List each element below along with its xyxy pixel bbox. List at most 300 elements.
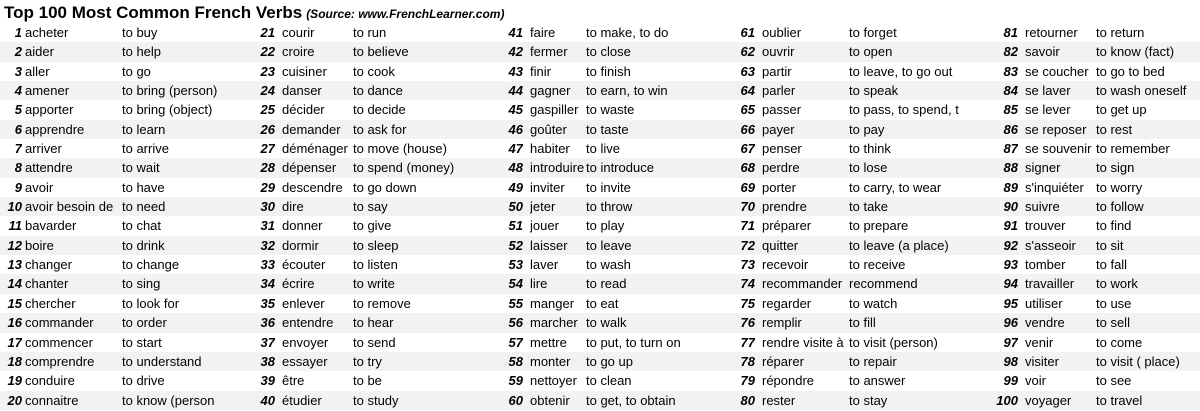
verb-french: visiter <box>1025 353 1059 369</box>
verb-french: enlever <box>282 295 325 311</box>
table-row <box>0 158 1200 177</box>
verb-french: commencer <box>25 334 93 350</box>
verb-english: to be <box>353 373 382 389</box>
verb-number: 60 <box>508 392 523 408</box>
table-row <box>0 333 1200 352</box>
verb-english: to walk <box>586 315 627 331</box>
verb-french: décider <box>282 102 325 118</box>
verb-number: 10 <box>7 199 22 215</box>
verb-number: 75 <box>740 295 755 311</box>
verb-french: obtenir <box>530 392 570 408</box>
verb-number: 71 <box>740 218 755 234</box>
verb-number: 58 <box>508 353 523 369</box>
verb-number: 27 <box>260 141 275 157</box>
verb-english: to play <box>586 218 625 234</box>
verb-number: 87 <box>1003 141 1018 157</box>
verb-table <box>0 23 1200 410</box>
verb-english: to work <box>1096 276 1138 292</box>
verb-french: aider <box>25 44 54 60</box>
verb-number: 72 <box>740 237 755 253</box>
verb-english: to visit (person) <box>849 334 938 350</box>
verb-number: 50 <box>508 199 523 215</box>
verb-number: 91 <box>1003 218 1018 234</box>
verb-number: 6 <box>14 121 22 137</box>
verb-number: 30 <box>260 199 275 215</box>
verb-french: avoir besoin de <box>25 199 114 215</box>
verb-french: conduire <box>25 373 75 389</box>
verb-english: to finish <box>586 63 631 79</box>
verb-number: 81 <box>1003 25 1018 40</box>
verb-english: to read <box>586 276 627 292</box>
verb-french: rendre visite à <box>762 334 844 350</box>
verb-number: 7 <box>14 141 22 157</box>
table-row <box>0 352 1200 371</box>
verb-french: demander <box>282 121 341 137</box>
verb-number: 36 <box>260 315 275 331</box>
verb-number: 19 <box>7 373 22 389</box>
verb-french: gagner <box>530 83 571 99</box>
verb-number: 97 <box>1003 334 1018 350</box>
verb-number: 53 <box>508 257 523 273</box>
verb-number: 66 <box>740 121 755 137</box>
verb-number: 17 <box>7 334 22 350</box>
verb-french: descendre <box>282 179 343 195</box>
verb-english: to listen <box>353 257 398 273</box>
verb-number: 69 <box>740 179 755 195</box>
verb-number: 49 <box>508 179 523 195</box>
verb-number: 90 <box>1003 199 1018 215</box>
table-row <box>0 42 1200 61</box>
verb-english: to look for <box>122 295 180 311</box>
verb-number: 20 <box>7 392 22 408</box>
verb-english: to repair <box>849 353 897 369</box>
verb-french: chercher <box>25 295 76 311</box>
verb-english: to go <box>122 63 151 79</box>
verb-french: regarder <box>762 295 812 311</box>
verb-number: 83 <box>1003 63 1018 79</box>
verb-french: quitter <box>762 237 799 253</box>
verb-english: to sit <box>1096 237 1124 253</box>
verb-french: faire <box>530 25 556 40</box>
verb-number: 23 <box>260 63 275 79</box>
verb-french: lire <box>530 276 548 292</box>
verb-french: retourner <box>1025 25 1078 40</box>
verb-french: recommander <box>762 276 843 292</box>
verb-number: 18 <box>7 353 22 369</box>
verb-french: introduire <box>530 160 585 176</box>
verb-french: signer <box>1025 160 1061 176</box>
verb-english: to get up <box>1096 102 1147 118</box>
verb-english: to think <box>849 141 891 157</box>
table-row <box>0 236 1200 255</box>
verb-french: rester <box>762 392 796 408</box>
verb-english: to come <box>1096 334 1143 350</box>
verb-english: to answer <box>849 373 906 389</box>
verb-number: 95 <box>1003 295 1018 311</box>
verb-french: se laver <box>1025 83 1071 99</box>
verb-number: 31 <box>260 218 275 234</box>
verb-french: passer <box>762 102 802 118</box>
verb-english: to taste <box>586 121 629 137</box>
verb-french: comprendre <box>25 353 95 369</box>
verb-french: s'inquiéter <box>1025 179 1084 195</box>
verb-number: 21 <box>260 25 275 40</box>
verb-number: 68 <box>740 160 755 176</box>
verb-number: 44 <box>508 83 523 99</box>
verb-english: to earn, to win <box>586 83 668 99</box>
verb-number: 88 <box>1003 160 1018 176</box>
verb-number: 55 <box>508 295 523 311</box>
source-note: (Source: www.FrenchLearner.com) <box>306 7 505 21</box>
table-row <box>0 216 1200 235</box>
verb-number: 70 <box>740 199 755 215</box>
verb-number: 73 <box>740 257 755 273</box>
verb-english: to take <box>849 199 889 215</box>
verb-french: être <box>282 373 305 389</box>
verb-french: s'asseoir <box>1025 237 1076 253</box>
verb-french: gaspiller <box>530 102 579 118</box>
verb-french: utiliser <box>1025 295 1063 311</box>
table-row <box>0 100 1200 119</box>
verb-english: to order <box>122 315 167 331</box>
verb-french: croire <box>282 44 315 60</box>
verb-number: 24 <box>260 83 275 99</box>
verb-english: to write <box>353 276 395 292</box>
verb-number: 57 <box>508 334 523 350</box>
verb-number: 62 <box>740 44 755 60</box>
verb-french: apprendre <box>25 121 85 137</box>
verb-english: to throw <box>586 199 633 215</box>
verb-english: to change <box>122 257 180 273</box>
verb-english: to leave (a place) <box>849 237 949 253</box>
verb-number: 99 <box>1003 373 1018 389</box>
verb-number: 38 <box>260 353 275 369</box>
verb-french: amener <box>25 83 70 99</box>
verb-french: manger <box>530 295 575 311</box>
verb-french: courir <box>282 25 315 40</box>
verb-french: laisser <box>530 237 568 253</box>
verb-english: to dance <box>353 83 403 99</box>
verb-french: cuisiner <box>282 63 327 79</box>
verb-number: 59 <box>508 373 523 389</box>
verb-english: to buy <box>122 25 158 40</box>
verb-english: to invite <box>586 179 631 195</box>
verb-english: to learn <box>122 121 166 137</box>
verb-number: 100 <box>996 392 1018 408</box>
verb-english: to rest <box>1096 121 1133 137</box>
verb-french: mettre <box>530 334 567 350</box>
verb-number: 86 <box>1003 121 1018 137</box>
verb-number: 35 <box>260 295 275 311</box>
verb-number: 76 <box>740 315 755 331</box>
verb-french: commander <box>25 315 94 331</box>
verb-number: 14 <box>7 276 22 292</box>
verb-french: remplir <box>762 315 802 331</box>
verb-number: 12 <box>7 237 22 253</box>
verb-english: to remove <box>353 295 411 311</box>
verb-french: se coucher <box>1025 63 1089 79</box>
verb-english: to start <box>122 334 162 350</box>
verb-number: 98 <box>1003 353 1018 369</box>
verb-english: to run <box>353 25 387 40</box>
verb-english: to go down <box>353 179 417 195</box>
verb-french: payer <box>762 121 795 137</box>
verb-english: to visit ( place) <box>1096 353 1180 369</box>
verb-french: partir <box>762 63 792 79</box>
verb-french: inviter <box>530 179 565 195</box>
table-row <box>0 197 1200 216</box>
verb-french: jouer <box>530 218 559 234</box>
verb-english: to close <box>586 44 631 60</box>
verb-french: bavarder <box>25 218 77 234</box>
verb-french: réparer <box>762 353 804 369</box>
verb-french: avoir <box>25 179 54 195</box>
verb-french: vendre <box>1025 315 1065 331</box>
verb-english: to bring (object) <box>122 102 213 118</box>
verb-number: 42 <box>508 44 523 60</box>
verb-number: 34 <box>260 276 275 292</box>
table-row <box>0 313 1200 332</box>
verb-english: to use <box>1096 295 1132 311</box>
verb-english: to drive <box>122 373 165 389</box>
verb-number: 84 <box>1003 83 1018 99</box>
verb-english: to receive <box>849 257 906 273</box>
verb-french: répondre <box>762 373 815 389</box>
verb-english: to pass, to spend, t <box>849 102 959 118</box>
verb-english: to worry <box>1096 179 1143 195</box>
page-title: Top 100 Most Common French Verbs <box>4 3 303 22</box>
verb-english: to prepare <box>849 218 909 234</box>
verb-french: dire <box>282 199 304 215</box>
verb-english: to lose <box>849 160 888 176</box>
verb-number: 61 <box>740 25 755 40</box>
table-row <box>0 178 1200 197</box>
verb-french: danser <box>282 83 322 99</box>
verb-french: habiter <box>530 141 570 157</box>
verb-number: 45 <box>508 102 523 118</box>
verb-number: 29 <box>260 179 275 195</box>
verb-english: to believe <box>353 44 409 60</box>
verb-english: to decide <box>353 102 406 118</box>
verb-french: se souvenir <box>1025 141 1092 157</box>
verb-english: to bring (person) <box>122 83 218 99</box>
verb-number: 16 <box>7 315 22 331</box>
verb-french: essayer <box>282 353 328 369</box>
verb-french: voir <box>1025 373 1046 389</box>
verb-number: 65 <box>740 102 755 118</box>
verb-number: 37 <box>260 334 275 350</box>
verb-english: to know (fact) <box>1096 44 1175 60</box>
verb-english: to spend (money) <box>353 160 455 176</box>
verb-english: to forget <box>849 25 897 40</box>
verb-english: to sleep <box>353 237 399 253</box>
verb-french: tomber <box>1025 257 1066 273</box>
verb-french: penser <box>762 141 802 157</box>
verb-french: savoir <box>1025 44 1060 60</box>
verb-french: envoyer <box>282 334 329 350</box>
verb-number: 1 <box>14 25 22 40</box>
verb-french: arriver <box>25 141 62 157</box>
verb-english: to wait <box>122 160 160 176</box>
verb-number: 89 <box>1003 179 1018 195</box>
verb-english: to drink <box>122 237 165 253</box>
verb-number: 93 <box>1003 257 1018 273</box>
verb-english: to hear <box>353 315 394 331</box>
verb-number: 33 <box>260 257 275 273</box>
verb-french: écrire <box>282 276 315 292</box>
verb-number: 25 <box>260 102 275 118</box>
verb-french: monter <box>530 353 571 369</box>
verb-number: 82 <box>1003 44 1018 60</box>
verb-english: to help <box>122 44 162 60</box>
verb-english: to chat <box>122 218 162 234</box>
verb-english: to try <box>353 353 382 369</box>
verb-french: dépenser <box>282 160 337 176</box>
verb-english: to understand <box>122 353 202 369</box>
verb-english: to give <box>353 218 392 234</box>
verb-number: 26 <box>260 121 275 137</box>
verb-french: venir <box>1025 334 1054 350</box>
verb-number: 56 <box>508 315 523 331</box>
table-row <box>0 139 1200 158</box>
verb-french: écouter <box>282 257 326 273</box>
verb-english: to sell <box>1096 315 1130 331</box>
verb-english: to wash <box>586 257 631 273</box>
verb-french: porter <box>762 179 796 195</box>
verb-french: acheter <box>25 25 69 40</box>
verb-number: 9 <box>14 179 22 195</box>
verb-number: 3 <box>14 63 22 79</box>
verb-number: 8 <box>14 160 22 176</box>
verb-english: to go to bed <box>1096 63 1165 79</box>
table-row <box>0 391 1200 410</box>
verb-number: 54 <box>508 276 523 292</box>
verb-number: 64 <box>740 83 755 99</box>
table-row <box>0 274 1200 293</box>
verb-french: donner <box>282 218 323 234</box>
verb-number: 22 <box>260 44 275 60</box>
verb-french: goûter <box>530 121 567 137</box>
verb-french: prendre <box>762 199 807 215</box>
verb-number: 85 <box>1003 102 1018 118</box>
verb-english: to eat <box>586 295 619 311</box>
verb-english: to return <box>1096 25 1145 40</box>
table-row <box>0 23 1200 42</box>
verb-french: étudier <box>282 392 322 408</box>
verb-number: 41 <box>508 25 523 40</box>
verb-english: to open <box>849 44 893 60</box>
verb-english: to go up <box>586 353 633 369</box>
verb-number: 92 <box>1003 237 1018 253</box>
verb-french: jeter <box>530 199 556 215</box>
verb-english: to sign <box>1096 160 1135 176</box>
verb-number: 40 <box>260 392 275 408</box>
verb-english: to live <box>586 141 620 157</box>
verb-english: to fall <box>1096 257 1128 273</box>
verb-english: to sing <box>122 276 161 292</box>
verb-french: aller <box>25 63 50 79</box>
verb-english: to need <box>122 199 166 215</box>
verb-french: préparer <box>762 218 812 234</box>
verb-english: to make, to do <box>586 25 669 40</box>
verb-number: 51 <box>508 218 523 234</box>
verb-french: parler <box>762 83 796 99</box>
verb-french: laver <box>530 257 559 273</box>
verb-french: recevoir <box>762 257 809 273</box>
verb-english: to leave, to go out <box>849 63 953 79</box>
verb-french: voyager <box>1025 392 1072 408</box>
verb-number: 78 <box>740 353 755 369</box>
verb-english: to send <box>353 334 396 350</box>
verb-french: travailler <box>1025 276 1075 292</box>
verb-english: to waste <box>586 102 635 118</box>
page-header <box>4 1 504 25</box>
verb-number: 74 <box>740 276 755 292</box>
verb-english: to ask for <box>353 121 407 137</box>
verb-number: 32 <box>260 237 275 253</box>
verb-number: 39 <box>260 373 275 389</box>
verb-number: 15 <box>7 295 22 311</box>
verb-english: to stay <box>849 392 888 408</box>
verb-french: perdre <box>762 160 800 176</box>
verb-french: attendre <box>25 160 73 176</box>
verb-french: connaitre <box>25 392 79 408</box>
verb-french: se reposer <box>1025 121 1087 137</box>
verb-english: to have <box>122 179 165 195</box>
table-row <box>0 120 1200 139</box>
verb-number: 2 <box>14 44 22 60</box>
verb-french: nettoyer <box>530 373 577 389</box>
verb-number: 79 <box>740 373 755 389</box>
verb-english: to know (person <box>122 392 215 408</box>
verb-french: finir <box>530 63 551 79</box>
verb-number: 46 <box>508 121 523 137</box>
verb-french: entendre <box>282 315 334 331</box>
verb-english: to remember <box>1096 141 1170 157</box>
verb-english: to move (house) <box>353 141 447 157</box>
verb-french: boire <box>25 237 54 253</box>
verb-french: fermer <box>530 44 568 60</box>
verb-english: to introduce <box>586 160 654 176</box>
verb-number: 77 <box>740 334 755 350</box>
verb-number: 4 <box>14 83 22 99</box>
verb-english: to cook <box>353 63 395 79</box>
verb-english: to find <box>1096 218 1132 234</box>
verb-english: to speak <box>849 83 899 99</box>
verb-english: to travel <box>1096 392 1143 408</box>
table-row <box>0 371 1200 390</box>
verb-french: oublier <box>762 25 802 40</box>
verb-english: to watch <box>849 295 898 311</box>
verb-english: to get, to obtain <box>586 392 676 408</box>
verb-english: to pay <box>849 121 885 137</box>
verb-number: 13 <box>7 257 22 273</box>
verb-number: 48 <box>508 160 523 176</box>
verb-number: 47 <box>508 141 523 157</box>
verb-english: to clean <box>586 373 632 389</box>
verb-number: 11 <box>8 218 22 234</box>
verb-number: 28 <box>260 160 275 176</box>
verb-french: déménager <box>282 141 348 157</box>
verb-english: to say <box>353 199 388 215</box>
verb-number: 96 <box>1003 315 1018 331</box>
verb-number: 63 <box>740 63 755 79</box>
verb-english: recommend <box>849 276 918 292</box>
verb-english: to leave <box>586 237 632 253</box>
table-row <box>0 81 1200 100</box>
verb-french: apporter <box>25 102 74 118</box>
verb-french: dormir <box>282 237 319 253</box>
